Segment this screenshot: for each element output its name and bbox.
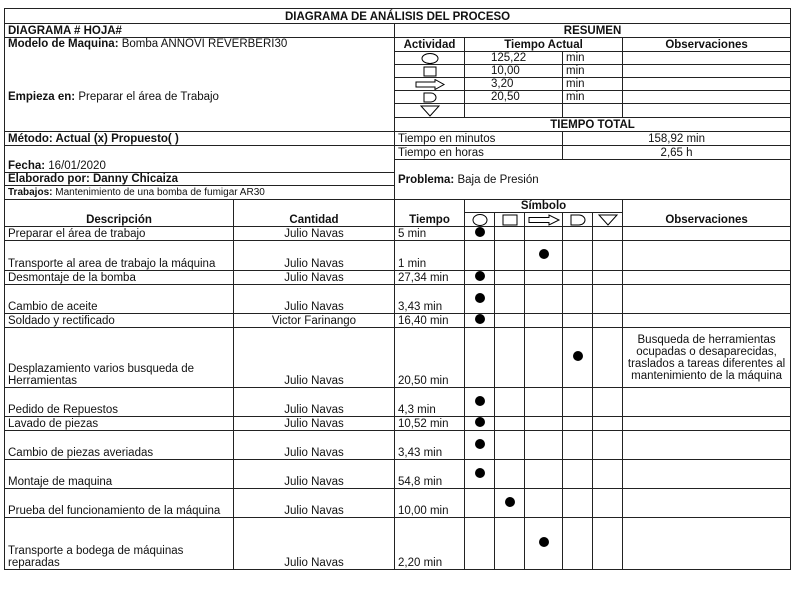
- table-row: [5, 241, 791, 271]
- row-cantidad: Julio Navas: [234, 489, 395, 518]
- table-row: [5, 285, 791, 314]
- process-rows: [5, 227, 791, 570]
- row-tiempo: 10,00 min: [395, 489, 465, 518]
- tiempo-horas-label: Tiempo en horas: [395, 146, 563, 160]
- activity-dot-icon: [475, 417, 485, 427]
- row-symbol-cell: [495, 460, 525, 489]
- row-symbol-cell: [525, 489, 563, 518]
- row-description: Cambio de aceite: [5, 285, 234, 314]
- row-symbol-cell: [563, 518, 593, 570]
- row-symbol-cell: [593, 241, 623, 271]
- row-observaciones: [623, 460, 791, 489]
- trabajos-cell: [5, 186, 395, 200]
- problema-cell: [395, 160, 791, 200]
- row-observaciones: [623, 417, 791, 431]
- row-symbol-cell: [563, 314, 593, 328]
- row-symbol-cell: [593, 314, 623, 328]
- metodo-cell: Método: Actual (x) Propuesto( ): [5, 132, 395, 146]
- row-symbol-cell: [593, 285, 623, 314]
- row-symbol-cell: [563, 460, 593, 489]
- row-symbol-cell: [495, 314, 525, 328]
- operation-circle-icon: [469, 214, 491, 226]
- tiempo-minutos-value: 158,92 min: [563, 132, 791, 146]
- col-tiempo: Tiempo: [395, 200, 465, 227]
- modelo-cell: [5, 38, 395, 91]
- resumen-label: RESUMEN: [395, 24, 791, 38]
- modelo-value: Bomba ANNOVI REVERBERI30: [121, 38, 288, 50]
- summary-value: 125,22: [465, 52, 563, 65]
- summary-value: 10,00: [465, 65, 563, 78]
- row-symbol-cell: [495, 241, 525, 271]
- table-row: [5, 314, 791, 328]
- row-symbol-cell: [593, 227, 623, 241]
- summary-value: 3,20: [465, 78, 563, 91]
- row-cantidad: Julio Navas: [234, 227, 395, 241]
- storage-triangle-icon: [597, 214, 619, 226]
- row-symbol-cell: [495, 489, 525, 518]
- storage-triangle-icon: [417, 105, 443, 117]
- row-observaciones: [623, 285, 791, 314]
- header-symbol-cell: [525, 213, 563, 227]
- elaborado-cell: [5, 173, 395, 186]
- row-observaciones: [623, 489, 791, 518]
- operation-circle-icon: [417, 53, 443, 64]
- fecha-cell: [5, 146, 395, 173]
- row-symbol-cell: [525, 460, 563, 489]
- row-cantidad: Julio Navas: [234, 285, 395, 314]
- delay-d-icon: [567, 214, 589, 226]
- row-observaciones: [623, 227, 791, 241]
- summary-symbol-cell: [395, 104, 465, 118]
- activity-dot-icon: [475, 314, 485, 324]
- row-symbol-cell: [495, 328, 525, 388]
- row-symbol-cell: [465, 417, 495, 431]
- trabajos-value: Mantenimiento de una bomba de fumigar AR30: [55, 187, 265, 198]
- row-symbol-cell: [525, 417, 563, 431]
- diagrama-label: DIAGRAMA # HOJA#: [5, 24, 395, 38]
- row-symbol-cell: [495, 388, 525, 417]
- summary-unit: min: [563, 78, 623, 91]
- tiempo-total-label: TIEMPO TOTAL: [395, 118, 791, 132]
- activity-dot-icon: [475, 439, 485, 449]
- row-symbol-cell: [593, 388, 623, 417]
- modelo-label: Modelo de Maquina:: [8, 38, 119, 50]
- table-row: [5, 227, 791, 241]
- row-description: Pedido de Repuestos: [5, 388, 234, 417]
- row-symbol-cell: [465, 271, 495, 285]
- activity-dot-icon: [475, 271, 485, 281]
- activity-dot-icon: [475, 227, 485, 237]
- row-observaciones: [623, 518, 791, 570]
- row-symbol-cell: [563, 285, 593, 314]
- col-descripcion: Descripción: [5, 200, 234, 227]
- row-description: Prueba del funcionamiento de la máquina: [5, 489, 234, 518]
- tiempo-actual-label: Tiempo Actual: [465, 38, 623, 52]
- row-description: Soldado y rectificado: [5, 314, 234, 328]
- row-symbol-cell: [495, 285, 525, 314]
- actividad-label: Actividad: [395, 38, 465, 52]
- table-row: [5, 328, 791, 388]
- summary-symbol-cell: [395, 52, 465, 65]
- summary-value: 20,50: [465, 91, 563, 104]
- problema-value: Baja de Presión: [457, 173, 539, 186]
- row-cantidad: Julio Navas: [234, 241, 395, 271]
- activity-dot-icon: [539, 537, 549, 547]
- elaborado-value: Danny Chicaiza: [92, 173, 178, 185]
- row-symbol-cell: [563, 328, 593, 388]
- row-cantidad: Julio Navas: [234, 518, 395, 570]
- table-row: [5, 460, 791, 489]
- row-symbol-cell: [525, 431, 563, 460]
- row-symbol-cell: [563, 271, 593, 285]
- col-simbolo: Símbolo: [465, 200, 623, 213]
- row-symbol-cell: [495, 227, 525, 241]
- row-observaciones: [623, 431, 791, 460]
- fecha-value: 16/01/2020: [48, 160, 106, 172]
- delay-d-icon: [417, 92, 443, 103]
- row-symbol-cell: [563, 241, 593, 271]
- row-symbol-cell: [465, 328, 495, 388]
- row-description: Cambio de piezas averiadas: [5, 431, 234, 460]
- row-symbol-cell: [593, 518, 623, 570]
- activity-dot-icon: [505, 497, 515, 507]
- trabajos-label: Trabajos:: [8, 187, 53, 198]
- header-symbol-cell: [563, 213, 593, 227]
- row-tiempo: 27,34 min: [395, 271, 465, 285]
- process-analysis-sheet: [4, 8, 790, 598]
- header-symbol-cell: [593, 213, 623, 227]
- row-symbol-cell: [465, 460, 495, 489]
- problema-label: Problema:: [398, 173, 455, 186]
- row-symbol-cell: [495, 518, 525, 570]
- row-symbol-cell: [593, 460, 623, 489]
- row-cantidad: Julio Navas: [234, 417, 395, 431]
- row-observaciones: Busqueda de herramientas ocupadas o desaparecidas, traslados a tareas diferentes al mantenimiento de la máquina: [623, 328, 791, 388]
- activity-dot-icon: [475, 396, 485, 406]
- row-description: Montaje de maquina: [5, 460, 234, 489]
- row-cantidad: Julio Navas: [234, 460, 395, 489]
- table-row: [5, 518, 791, 570]
- row-tiempo: 4,3 min: [395, 388, 465, 417]
- table-row: [5, 489, 791, 518]
- row-symbol-cell: [465, 314, 495, 328]
- row-symbol-cell: [593, 271, 623, 285]
- col-observaciones: Observaciones: [623, 200, 791, 227]
- row-description: Transporte a bodega de máquinas reparadas: [5, 518, 234, 570]
- row-symbol-cell: [563, 417, 593, 431]
- table-row: [5, 431, 791, 460]
- row-tiempo: 10,52 min: [395, 417, 465, 431]
- row-symbol-cell: [495, 271, 525, 285]
- inspection-square-icon: [417, 66, 443, 77]
- summary-symbol-cell: [395, 91, 465, 104]
- row-tiempo: 54,8 min: [395, 460, 465, 489]
- activity-dot-icon: [475, 293, 485, 303]
- row-symbol-cell: [495, 431, 525, 460]
- row-symbol-cell: [525, 285, 563, 314]
- observaciones-summary-label: Observaciones: [623, 38, 791, 52]
- elaborado-label: Elaborado por:: [8, 173, 90, 185]
- row-symbol-cell: [495, 417, 525, 431]
- header-symbol-cell: [495, 213, 525, 227]
- row-observaciones: [623, 314, 791, 328]
- row-symbol-cell: [465, 431, 495, 460]
- inspection-square-icon: [499, 214, 521, 226]
- row-symbol-cell: [593, 431, 623, 460]
- row-description: Preparar el área de trabajo: [5, 227, 234, 241]
- table-row: [5, 417, 791, 431]
- tiempo-horas-value: 2,65 h: [563, 146, 791, 160]
- table-row: [5, 388, 791, 417]
- transport-arrow-icon: [527, 214, 561, 226]
- row-symbol-cell: [563, 489, 593, 518]
- summary-unit: min: [563, 65, 623, 78]
- row-cantidad: Victor Farinango: [234, 314, 395, 328]
- row-cantidad: Julio Navas: [234, 388, 395, 417]
- row-observaciones: [623, 388, 791, 417]
- transport-arrow-icon: [413, 79, 447, 90]
- row-symbol-cell: [525, 227, 563, 241]
- tiempo-minutos-label: Tiempo en minutos: [395, 132, 563, 146]
- empieza-label: Empieza en:: [8, 90, 76, 103]
- row-description: Lavado de piezas: [5, 417, 234, 431]
- row-symbol-cell: [465, 518, 495, 570]
- summary-symbol-cell: [395, 78, 465, 91]
- row-observaciones: [623, 241, 791, 271]
- fecha-label: Fecha:: [8, 160, 46, 172]
- empieza-value: Preparar el área de Trabajo: [78, 90, 219, 103]
- row-symbol-cell: [465, 241, 495, 271]
- summary-unit: min: [563, 52, 623, 65]
- row-symbol-cell: [563, 388, 593, 417]
- summary-symbol-cell: [395, 65, 465, 78]
- page-title: DIAGRAMA DE ANÁLISIS DEL PROCESO: [5, 9, 791, 24]
- row-symbol-cell: [525, 388, 563, 417]
- row-tiempo: 1 min: [395, 241, 465, 271]
- row-symbol-cell: [465, 227, 495, 241]
- row-symbol-cell: [525, 518, 563, 570]
- row-symbol-cell: [465, 489, 495, 518]
- row-symbol-cell: [593, 417, 623, 431]
- row-symbol-cell: [593, 489, 623, 518]
- row-symbol-cell: [593, 328, 623, 388]
- row-tiempo: 16,40 min: [395, 314, 465, 328]
- row-observaciones: [623, 271, 791, 285]
- row-symbol-cell: [563, 227, 593, 241]
- header-symbol-cell: [465, 213, 495, 227]
- activity-dot-icon: [475, 468, 485, 478]
- activity-dot-icon: [539, 249, 549, 259]
- row-symbol-cell: [465, 285, 495, 314]
- row-symbol-cell: [525, 328, 563, 388]
- activity-dot-icon: [573, 351, 583, 361]
- row-tiempo: 3,43 min: [395, 431, 465, 460]
- summary-unit: min: [563, 91, 623, 104]
- row-description: Desplazamiento varios busqueda de Herramientas: [5, 328, 234, 388]
- row-symbol-cell: [465, 388, 495, 417]
- row-symbol-cell: [563, 431, 593, 460]
- table-row: [5, 271, 791, 285]
- row-description: Transporte al area de trabajo la máquina: [5, 241, 234, 271]
- row-tiempo: 2,20 min: [395, 518, 465, 570]
- process-table: [4, 8, 791, 570]
- empieza-cell: [5, 91, 395, 132]
- row-tiempo: 5 min: [395, 227, 465, 241]
- col-cantidad: Cantidad: [234, 200, 395, 227]
- row-symbol-cell: [525, 241, 563, 271]
- row-description: Desmontaje de la bomba: [5, 271, 234, 285]
- row-tiempo: 20,50 min: [395, 328, 465, 388]
- row-tiempo: 3,43 min: [395, 285, 465, 314]
- row-cantidad: Julio Navas: [234, 271, 395, 285]
- row-cantidad: Julio Navas: [234, 328, 395, 388]
- row-symbol-cell: [525, 271, 563, 285]
- row-symbol-cell: [525, 314, 563, 328]
- row-cantidad: Julio Navas: [234, 431, 395, 460]
